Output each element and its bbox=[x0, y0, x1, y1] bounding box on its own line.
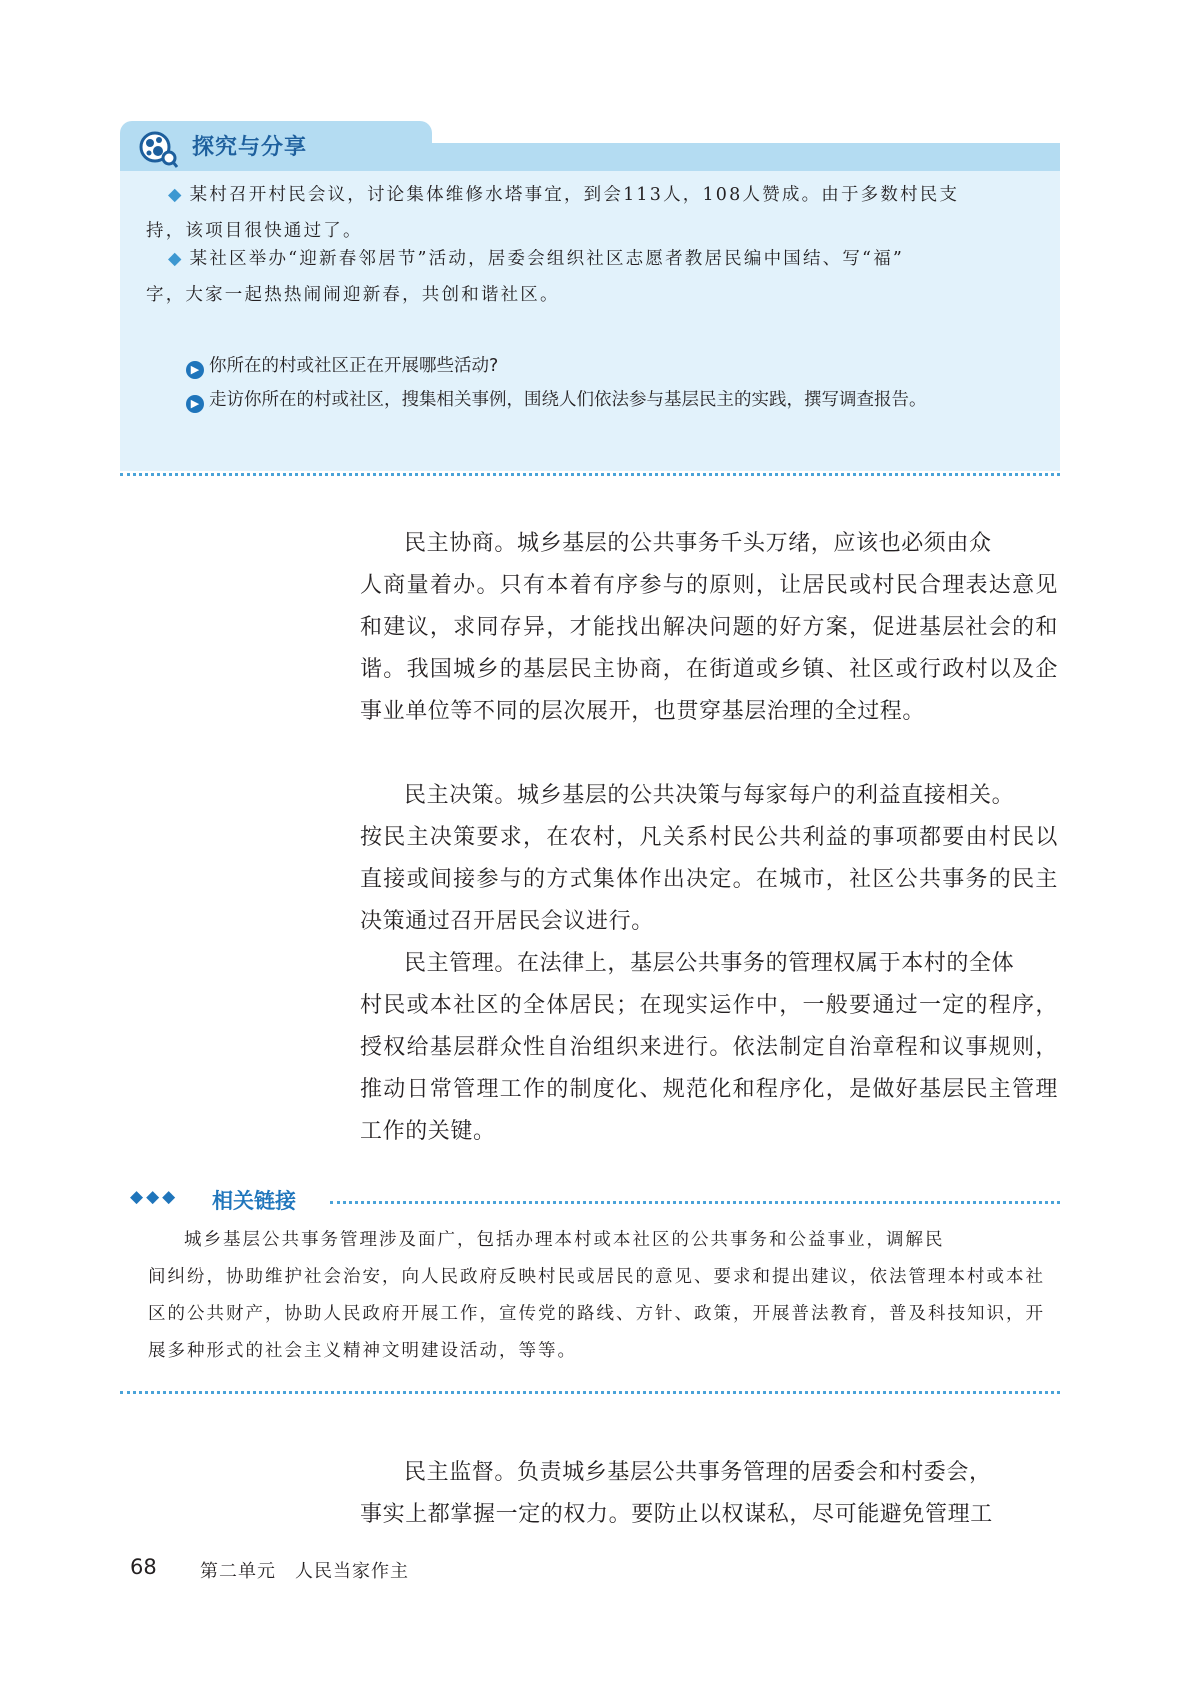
globe-magnifier-icon bbox=[138, 129, 178, 169]
dotted-divider bbox=[120, 1391, 1060, 1394]
paragraph-management bbox=[360, 943, 1058, 1153]
paragraph-supervision bbox=[360, 1452, 1058, 1536]
related-link-header bbox=[130, 1185, 1060, 1215]
explore-title: 探究与分享 bbox=[192, 135, 308, 160]
related-link-title: 相关链接 bbox=[212, 1189, 296, 1213]
related-link-rest: 间纠纷，协助维护社会治安，向人民政府反映村民或居民的意见、要求和提出建议，依法管理本村或本社区的公共财产，协助人民政府开展工作，宣传党的路线、方针、政策，开展普法教育，普及科技知识，开展多种形式的社会主义精神文明建设活动，等等。 bbox=[148, 1267, 1045, 1361]
case-item bbox=[146, 177, 1040, 249]
case-text: 持，该项目很快通过了。 bbox=[146, 221, 363, 241]
paragraph-decision bbox=[360, 775, 1058, 943]
paragraph-rest: 事实上都掌握一定的权力。要防止以权谋私，尽可能避免管理工 bbox=[360, 1502, 993, 1527]
question-item bbox=[186, 354, 1066, 379]
related-link-body bbox=[148, 1222, 1046, 1370]
diamond-bullet-icon: ◆ bbox=[168, 249, 184, 269]
dotted-divider bbox=[120, 473, 1060, 476]
related-link-first-line: 城乡基层公共事务管理涉及面广，包括办理本村或本社区的公共事务和公益事业，调解民 bbox=[184, 1230, 945, 1250]
paragraph-first-line: 民主决策。城乡基层的公共决策与每家每户的利益直接相关。 bbox=[404, 783, 1015, 808]
paragraph-rest: 按民主决策要求，在农村，凡关系村民公共利益的事项都要由村民以直接或间接参与的方式集体作出决定。在城市，社区公共事务的民主决策通过召开居民会议进行。 bbox=[360, 825, 1058, 934]
arrow-right-icon: ▶ bbox=[186, 395, 204, 413]
footer-unit-title: 第二单元 人民当家作主 bbox=[200, 1561, 409, 1582]
diamond-bullet-icon: ◆ bbox=[168, 185, 184, 205]
case-item bbox=[146, 241, 1040, 313]
dotted-divider bbox=[330, 1201, 1060, 1204]
diamond-triple-icon: ◆◆◆ bbox=[130, 1187, 179, 1207]
paragraph-consultation bbox=[360, 523, 1058, 733]
arrow-right-icon: ▶ bbox=[186, 361, 204, 379]
case-text: 某社区举办“迎新春邻居节”活动，居委会组织社区志愿者教居民编中国结、写“福” bbox=[189, 249, 905, 269]
question-text: 你所在的村或社区正在开展哪些活动? bbox=[209, 356, 499, 376]
paragraph-first-line: 民主监督。负责城乡基层公共事务管理的居委会和村委会， bbox=[404, 1460, 992, 1485]
paragraph-first-line: 民主协商。城乡基层的公共事务千头万绪，应该也必须由众 bbox=[404, 531, 992, 556]
case-text: 某村召开村民会议，讨论集体维修水塔事宜，到会113人，108人赞成。由于多数村民支 bbox=[189, 185, 960, 205]
paragraph-first-line: 民主管理。在法律上，基层公共事务的管理权属于本村的全体 bbox=[404, 951, 1015, 976]
question-item bbox=[186, 388, 1066, 413]
paragraph-rest: 人商量着办。只有本着有序参与的原则，让居民或村民合理表达意见和建议，求同存异，才能找出解决问题的好方案，促进基层社会的和谐。我国城乡的基层民主协商，在街道或乡镇、社区或行政村以及企事业单位等不同的层次展开，也贯穿基层治理的全过程。 bbox=[360, 573, 1058, 724]
paragraph-rest: 村民或本社区的全体居民；在现实运作中，一般要通过一定的程序，授权给基层群众性自治组织来进行。依法制定自治章程和议事规则，推动日常管理工作的制度化、规范化和程序化，是做好基层民主管理工作的关键。 bbox=[360, 993, 1058, 1144]
question-text: 走访你所在的村或社区，搜集相关事例，围绕人们依法参与基层民主的实践，撰写调查报告。 bbox=[209, 390, 927, 410]
page-number: 68 bbox=[130, 1555, 157, 1579]
case-text: 字，大家一起热热闹闹迎新春，共创和谐社区。 bbox=[146, 285, 560, 305]
